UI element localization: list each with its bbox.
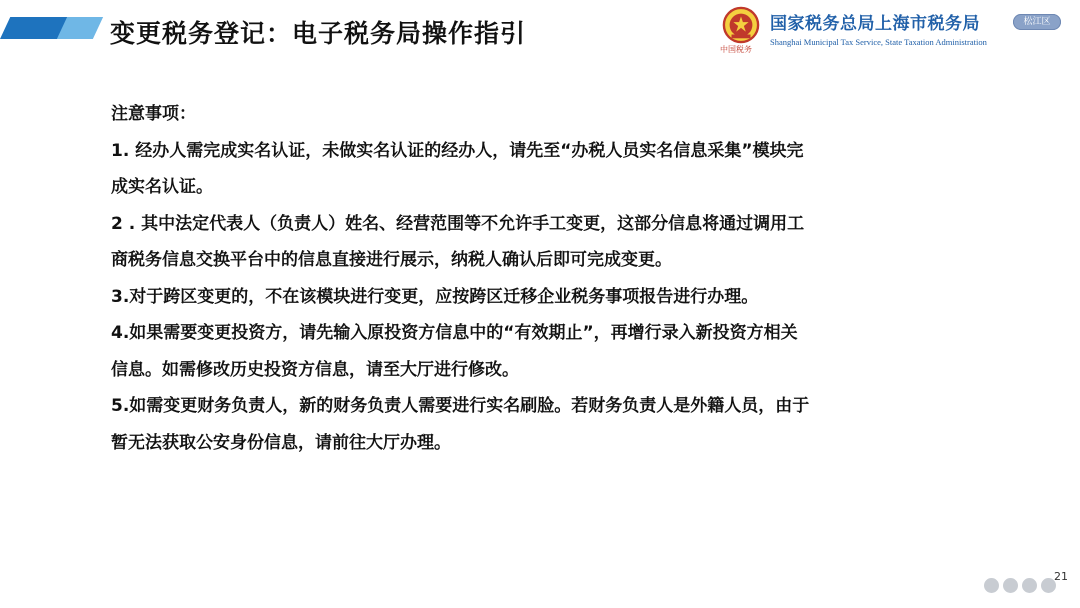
slide-title: 变更税务登记：电子税务局操作指引 — [110, 19, 527, 48]
nav-dot — [1022, 578, 1037, 593]
nav-dot — [1003, 578, 1018, 593]
org-name: 国家税务总局上海市税务局 — [770, 14, 980, 34]
notice-line: 商税务信息交换平台中的信息直接进行展示，纳税人确认后即可完成变更。 — [111, 250, 672, 270]
notice-line: 信息。如需修改历史投资方信息，请至大厅进行修改。 — [111, 359, 519, 380]
notice-line: 5.如需变更财务负责人，新的财务负责人需要进行实名刷脸。若财务负责人是外籍人员，由于 — [111, 396, 810, 416]
notice-heading: 注意事项： — [111, 104, 196, 124]
notice-line: 暂无法获取公安身份信息，请前往大厅办理。 — [111, 432, 451, 453]
notice-content — [111, 96, 951, 461]
tax-emblem-icon — [722, 6, 760, 44]
notice-line: 3.对于跨区变更的，不在该模块进行变更，应按跨区迁移企业税务事项报告进行办理。 — [111, 286, 759, 307]
org-name-english: Shanghai Municipal Tax Service, State Taxation Administration — [770, 37, 987, 47]
notice-line: 1. 经办人需完成实名认证，未做实名认证的经办人，请先至“办税人员实名信息采集”模块完 — [111, 140, 804, 161]
slide-nav-dots — [984, 578, 1056, 594]
page-number: 21 — [1054, 570, 1068, 583]
notice-line: 4.如果需要变更投资方，请先输入原投资方信息中的“有效期止”，再增行录入新投资方相关 — [111, 323, 798, 343]
district-badge: 松江区 — [1013, 14, 1061, 30]
notice-line: 成实名认证。 — [111, 177, 213, 197]
notice-line: 2 . 其中法定代表人（负责人）姓名、经营范围等不允许手工变更，这部分信息将通过调用工 — [111, 213, 805, 234]
nav-dot — [984, 578, 999, 593]
emblem-script-text: 中国税务 — [720, 45, 752, 54]
